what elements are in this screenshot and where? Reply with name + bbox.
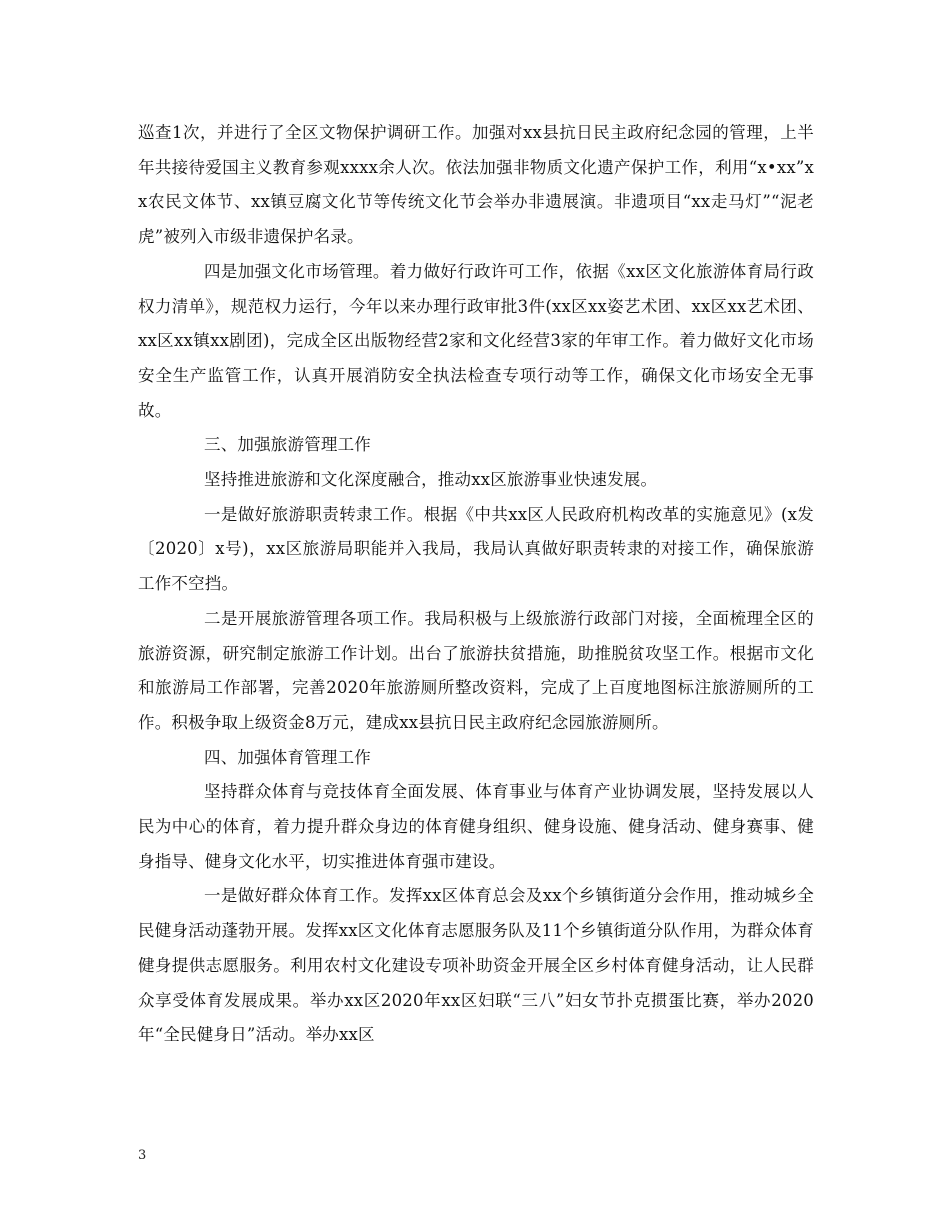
paragraph-cultural-market: 四是加强文化市场管理。着力做好行政许可工作，依据《xx区文化旅游体育局行政权力清单》，规范权力运行，今年以来办理行政审批3件(xx区xx姿艺术团、xx区xx艺术团、xx区xx镇xx剧团)，完成全区出版物经营2家和文化经营3家的年审工作。着力做好文化市场安全生产监管工作，认真开展消防安全执法检查专项行动等工作，确保文化市场安全无事故。 (138, 261, 814, 420)
section-heading-sports: 四、加强体育管理工作 (204, 747, 371, 767)
document-body (138, 116, 814, 1053)
paragraph-sports-intro: 坚持群众体育与竞技体育全面发展、体育事业与体育产业协调发展，坚持发展以人民为中心的体育，着力提升群众身边的体育健身组织、健身设施、健身活动、健身赛事、健身指导、健身文化水平，切实推进体育强市建设。 (138, 782, 814, 871)
section-heading-tourism: 三、加强旅游管理工作 (204, 435, 371, 455)
paragraph-continuation: 巡查1次，并进行了全区文物保护调研工作。加强对xx县抗日民主政府纪念园的管理，上半年共接待爱国主义教育参观xxxx余人次。依法加强非物质文化遗产保护工作，利用“x•xx”xx农民文体节、xx镇豆腐文化节等传统文化节会举办非遗展演。非遗项目“xx走马灯”“泥老虎”被列入市级非遗保护名录。 (138, 123, 814, 247)
page-number: 3 (138, 1148, 147, 1163)
paragraph-tourism-intro: 坚持推进旅游和文化深度融合，推动xx区旅游事业快速发展。 (204, 470, 658, 490)
paragraph-mass-sports: 一是做好群众体育工作。发挥xx区体育总会及xx个乡镇街道分会作用，推动城乡全民健身活动蓬勃开展。发挥xx区文化体育志愿服务队及11个乡镇街道分队作用，为群众体育健身提供志愿服务。利用农村文化建设专项补助资金开展全区乡村体育健身活动，让人民群众享受体育发展成果。举办xx区2020年xx区妇联“三八”妇女节扑克掼蛋比赛，举办2020年“全民健身日”活动。举办xx区 (138, 886, 814, 1045)
paragraph-tourism-management: 二是开展旅游管理各项工作。我局积极与上级旅游行政部门对接，全面梳理全区的旅游资源，研究制定旅游工作计划。出台了旅游扶贫措施，助推脱贫攻坚工作。根据市文化和旅游局工作部署，完善2020年旅游厕所整改资料，完成了上百度地图标注旅游厕所的工作。积极争取上级资金8万元，建成xx县抗日民主政府纪念园旅游厕所。 (138, 608, 814, 732)
paragraph-tourism-transfer: 一是做好旅游职责转隶工作。根据《中共xx区人民政府机构改革的实施意见》(x发〔2020〕x号)，xx区旅游局职能并入我局，我局认真做好职责转隶的对接工作，确保旅游工作不空挡。 (138, 504, 814, 594)
